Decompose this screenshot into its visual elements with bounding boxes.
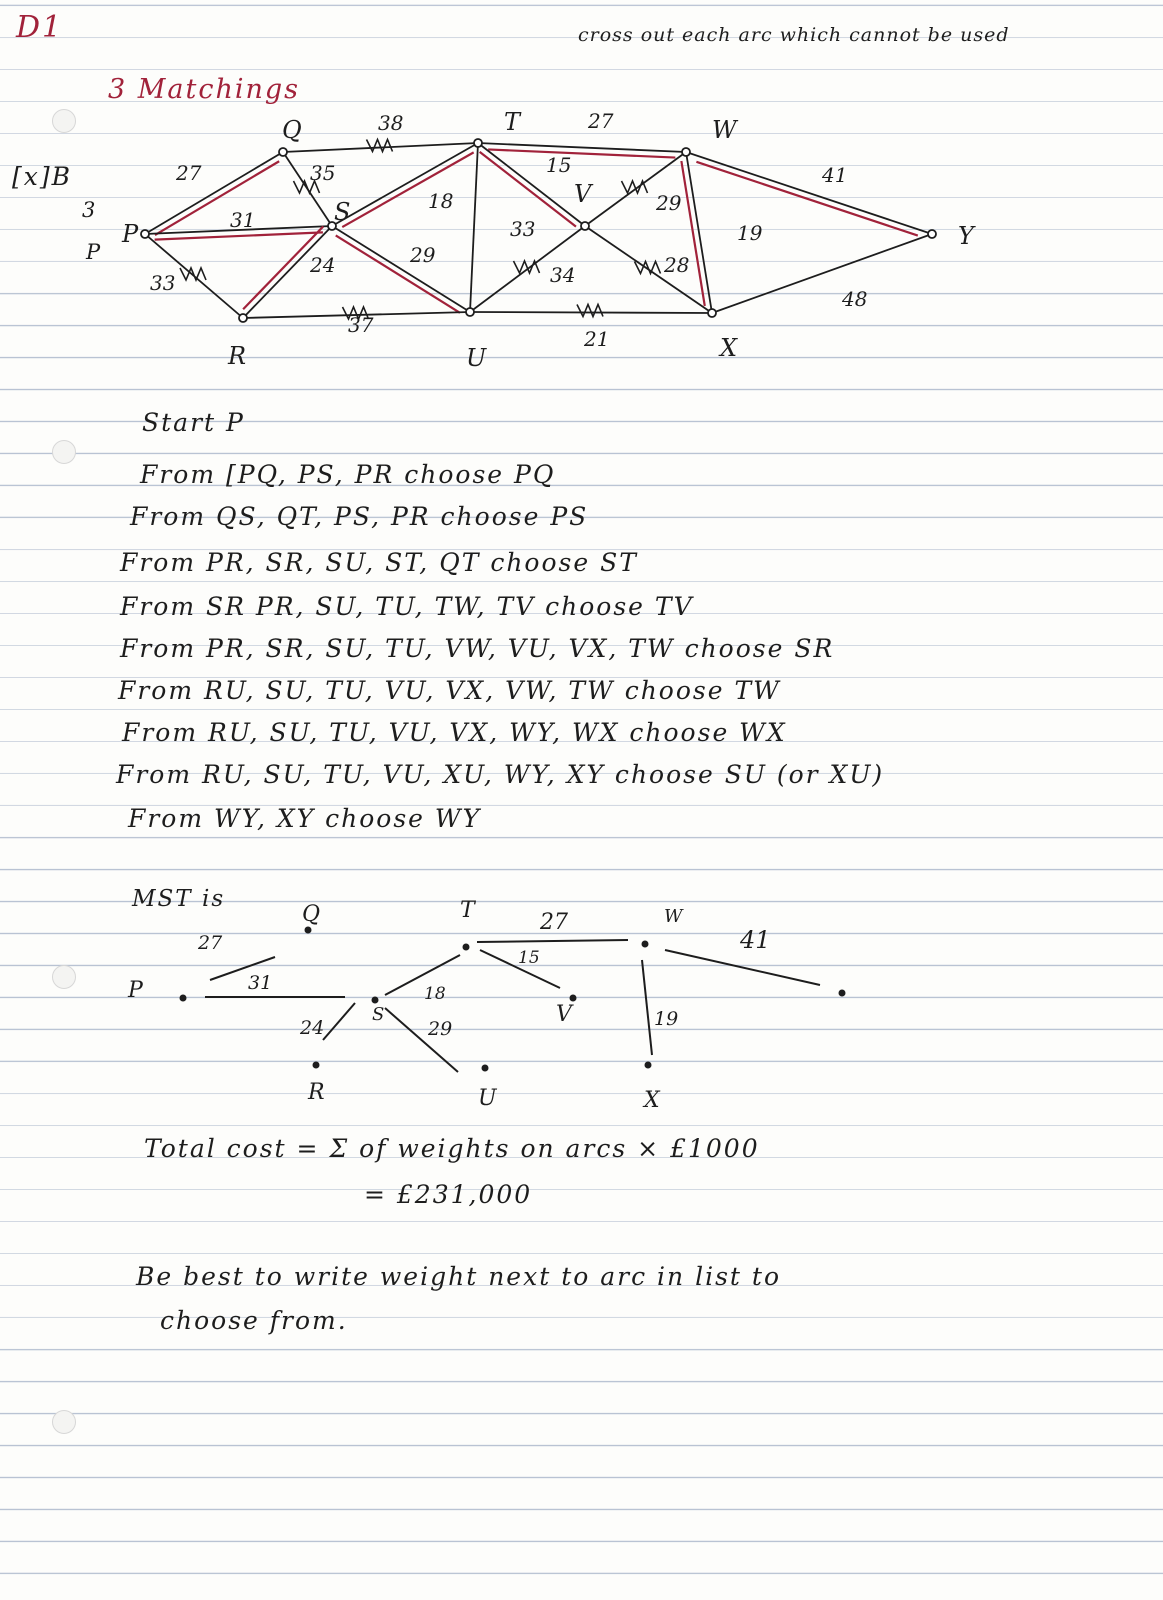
step-line: From PR, SR, SU, TU, VW, VU, VX, TW choose SR [120, 634, 835, 663]
step-line: From QS, QT, PS, PR choose PS [130, 502, 589, 531]
node-label-p: P [122, 220, 139, 248]
total-cost-line: Total cost = Σ of weights on arcs × £1000 [144, 1134, 760, 1163]
arc-weight-p-q: 27 [176, 161, 202, 185]
node-label-w: W [712, 116, 737, 144]
node-label-y: Y [958, 222, 974, 250]
page-id: D1 [16, 10, 64, 45]
arc-weight-r-u: 37 [348, 313, 374, 337]
mst-node-label: T [460, 898, 475, 923]
mst-node-label: P [128, 978, 143, 1003]
node-label-r: R [228, 342, 247, 370]
node-label-q: Q [282, 116, 302, 144]
arc-weight-x-y: 48 [842, 287, 868, 311]
arc-weight-u-x: 21 [584, 327, 610, 351]
arc-weight-t-u: 33 [510, 217, 536, 241]
node-label-v: V [574, 180, 592, 208]
mst-weight-label: 31 [248, 972, 273, 994]
heading: 3 Matchings [108, 74, 301, 105]
mst-heading: MST is [132, 886, 226, 912]
arc-weight-q-t: 38 [378, 111, 404, 135]
step-line: From WY, XY choose WY [128, 804, 482, 833]
instruction-note: cross out each arc which cannot be used [578, 24, 1010, 46]
step-line: From RU, SU, TU, VU, VX, WY, WX choose WX [122, 718, 787, 747]
step-line: Start P [142, 408, 245, 437]
step-line: From [PQ, PS, PR choose PQ [140, 460, 556, 489]
step-line: From RU, SU, TU, VU, XU, WY, XY choose SU (or XU) [116, 760, 885, 789]
margin-note: [x]B [12, 162, 72, 191]
arc-weight-q-s: 35 [310, 161, 336, 185]
mst-weight-label: 18 [424, 984, 446, 1004]
node-label-x: X [720, 334, 738, 362]
mst-node-label: S [372, 1004, 385, 1025]
mst-weight-label: 27 [540, 910, 568, 935]
node-label-s: S [334, 198, 351, 226]
tip-line: choose from. [160, 1306, 348, 1335]
step-line: From PR, SR, SU, ST, QT choose ST [120, 548, 638, 577]
mst-weight-label: 29 [428, 1018, 453, 1040]
mst-node-label: R [308, 1080, 325, 1105]
mst-node-label: W [664, 906, 683, 927]
mst-weight-label: 19 [654, 1008, 679, 1030]
mst-node-label: V [556, 1002, 572, 1027]
mst-weight-label: 27 [198, 932, 223, 954]
arc-weight-w-y: 41 [822, 163, 848, 187]
step-line: From RU, SU, TU, VU, VX, VW, TW choose TW [118, 676, 781, 705]
mst-weight-label: 41 [740, 926, 771, 954]
arc-weight-s-r: 24 [310, 253, 336, 277]
mst-weight-label: 24 [300, 1017, 325, 1039]
arc-weight-v-w: 29 [656, 191, 682, 215]
margin-number: 3 [82, 198, 98, 222]
tip-line: Be best to write weight next to arc in list to [136, 1262, 781, 1291]
node-label-t: T [504, 108, 521, 136]
arc-weight-w-x: 19 [737, 221, 763, 245]
arc-weight-v-x: 28 [664, 253, 690, 277]
arc-weight-t-v: 15 [546, 153, 572, 177]
arc-weight-p-r: 33 [150, 271, 176, 295]
arc-weight-t-w: 27 [588, 109, 614, 133]
total-cost-value: = £231,000 [364, 1180, 533, 1209]
arc-weight-s-u: 29 [410, 243, 436, 267]
node-label-u: U [466, 344, 487, 372]
margin-letter: P [86, 240, 103, 264]
mst-node-label: X [644, 1088, 660, 1113]
arc-weight-s-t: 18 [428, 189, 454, 213]
arc-weight-p-s: 31 [230, 208, 256, 232]
step-line: From SR PR, SU, TU, TW, TV choose TV [120, 592, 694, 621]
mst-node-label: Q [302, 902, 321, 927]
mst-weight-label: 15 [518, 948, 540, 968]
mst-node-label: U [478, 1086, 497, 1111]
arc-weight-v-u: 34 [550, 263, 576, 287]
